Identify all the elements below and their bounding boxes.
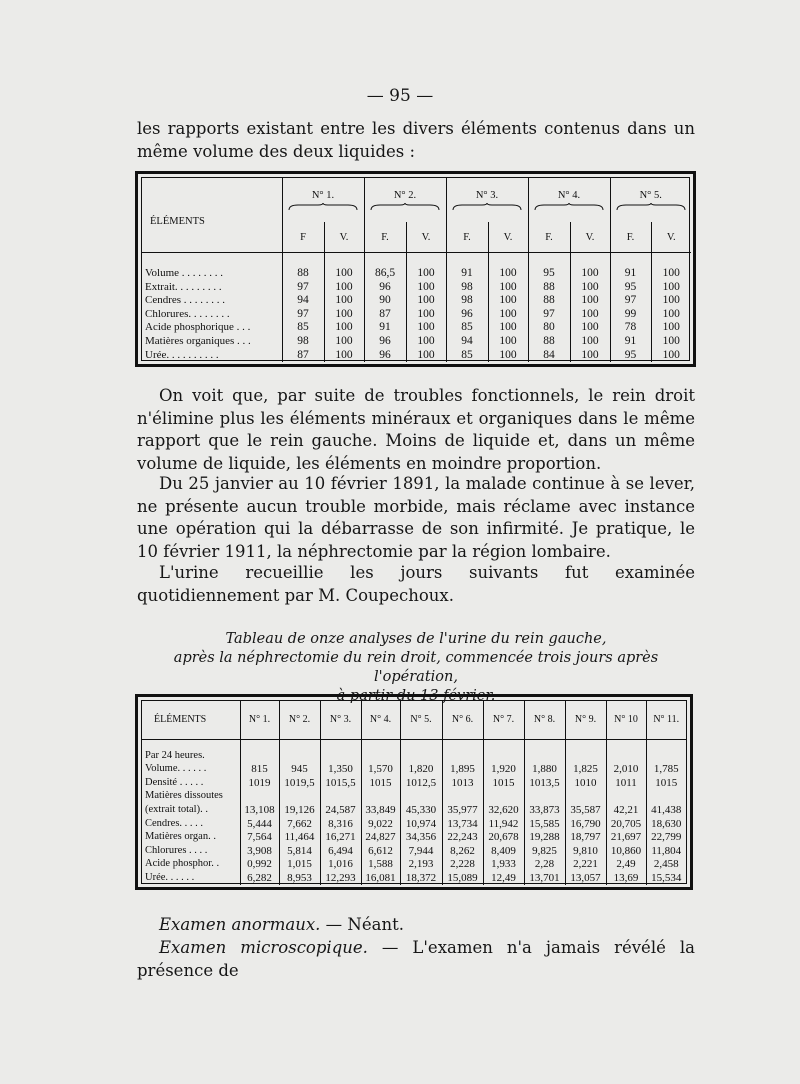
- intro-paragraph: les rapports existant entre les divers éléments contenus dans un même volume des deux liquides :: [137, 119, 695, 161]
- table1-row-label: Matières organiques . . .: [145, 334, 251, 347]
- exam-microscopic-text: — L'examen n'a jamais révélé la présence de: [137, 938, 695, 980]
- table1-cell: 88: [528, 281, 570, 295]
- table2-cell: 7,662: [279, 817, 320, 831]
- analyses-table-frame: [135, 694, 693, 890]
- table1-cell: 100: [324, 281, 364, 295]
- table2-cell: 18,372: [400, 871, 442, 885]
- table2-cell: 815: [240, 763, 279, 777]
- table1-cell: 100: [324, 308, 364, 322]
- table2-row-label: Densité . . . . .: [145, 776, 204, 788]
- table1-cell: 100: [324, 267, 364, 281]
- table2-row-label: Urée. . . . . .: [145, 872, 195, 884]
- table2-cell: 15,089: [442, 871, 483, 885]
- table2-cell: 42,21: [606, 803, 646, 817]
- table1-cell: 97: [528, 308, 570, 322]
- table1-cell: 97: [282, 308, 324, 322]
- table1-cell: 97: [610, 294, 651, 308]
- table2-cell: 16,081: [361, 871, 400, 885]
- table1-cell: 99: [610, 308, 651, 322]
- table2-cell: [524, 790, 565, 804]
- table2-row-label: Chlorures . . . .: [145, 844, 208, 856]
- table2-cell: 5,444: [240, 817, 279, 831]
- table1-cell: 88: [528, 335, 570, 349]
- table2-cell: 2,193: [400, 858, 442, 872]
- table2-row: [142, 858, 686, 872]
- table1-cell: 96: [364, 335, 406, 349]
- table1-cell: 91: [610, 335, 651, 349]
- table1-cell: 100: [651, 349, 691, 363]
- table2-cell: 24,587: [320, 803, 361, 817]
- table2-cell: 13,701: [524, 871, 565, 885]
- table1-cell: 100: [324, 321, 364, 335]
- table2-cell: 2,010: [606, 763, 646, 777]
- table1-cell: 95: [610, 349, 651, 363]
- table1-row: [142, 267, 691, 281]
- table2-cell: 15,534: [646, 871, 686, 885]
- table1-row: [142, 349, 691, 363]
- table1-row-label: Extrait. . . . . . . . .: [145, 280, 222, 293]
- table2-cell: 13,69: [606, 871, 646, 885]
- table2-cell: 19,126: [279, 803, 320, 817]
- paragraph-4: L'urine recueillie les jours suivants fut examinée quotidiennement par M. Coupechoux.: [137, 563, 695, 605]
- table2-column-header: N° 9.: [565, 701, 606, 739]
- table1-group-label: N° 3.: [475, 190, 499, 201]
- table1-group-label: N° 2.: [393, 190, 417, 201]
- table2-row: [142, 763, 686, 777]
- table1-cell: 100: [651, 267, 691, 281]
- table1-cell: 100: [488, 349, 528, 363]
- table2-cell: 10,860: [606, 844, 646, 858]
- table2-cell: 34,356: [400, 831, 442, 845]
- table1-cell: 94: [282, 294, 324, 308]
- table1-cell: 100: [570, 321, 610, 335]
- table2-cell: 1019: [240, 776, 279, 790]
- table1-cell: 91: [364, 321, 406, 335]
- table2-cell: 1,825: [565, 763, 606, 777]
- table1-cell: 94: [446, 335, 488, 349]
- table2-cell: 2,49: [606, 858, 646, 872]
- comparison-table-frame: [135, 171, 696, 367]
- table2-cell: 1015,5: [320, 776, 361, 790]
- table2-cell: [646, 790, 686, 804]
- table2-cell: 13,108: [240, 803, 279, 817]
- table2-cell: [361, 790, 400, 804]
- table1-cell: 100: [570, 267, 610, 281]
- table2-cell: 12,49: [483, 871, 524, 885]
- table1-row-label: Cendres . . . . . . . .: [145, 294, 226, 307]
- table2-cell: 19,288: [524, 831, 565, 845]
- table2-cell: 1019,5: [279, 776, 320, 790]
- table2-cell: 15,585: [524, 817, 565, 831]
- table2-cell: [483, 790, 524, 804]
- table2-cell: 41,438: [646, 803, 686, 817]
- table2-cell: [606, 790, 646, 804]
- table2-cell: 20,705: [606, 817, 646, 831]
- table1-cell: 87: [364, 308, 406, 322]
- table1-cell: 95: [610, 281, 651, 295]
- table2-column-header: N° 1.: [240, 701, 279, 739]
- brace-icon: [534, 203, 604, 211]
- table1-subheader: F: [282, 222, 324, 253]
- table1-cell: 95: [528, 267, 570, 281]
- table2-row-label: Acide phosphor. .: [145, 858, 220, 870]
- table1-row-label: Volume . . . . . . . .: [145, 267, 224, 279]
- table2-cell: 8,409: [483, 844, 524, 858]
- table1-subheader: V.: [570, 222, 610, 253]
- table2-cell: 1,933: [483, 858, 524, 872]
- table1-cell: 100: [406, 308, 446, 322]
- table1-cell: 78: [610, 321, 651, 335]
- table2-row: [142, 831, 686, 845]
- table2-row-label: Matières organ. .: [145, 831, 216, 843]
- table2-cell: 1012,5: [400, 776, 442, 790]
- table1-cell: 100: [488, 267, 528, 281]
- table2-column-header: N° 3.: [320, 701, 361, 739]
- table2-cell: 5,814: [279, 844, 320, 858]
- table1-cell: 86,5: [364, 267, 406, 281]
- page-number: — 95 —: [366, 86, 434, 106]
- table1-cell: 100: [570, 308, 610, 322]
- table1-cell: 90: [364, 294, 406, 308]
- table1-cell: 91: [446, 267, 488, 281]
- table1-cell: 100: [570, 281, 610, 295]
- table2-cell: 2,28: [524, 858, 565, 872]
- table2-cell: 0,992: [240, 858, 279, 872]
- table1-subheader: F.: [446, 222, 488, 253]
- table2-cell: 35,587: [565, 803, 606, 817]
- table1-cell: 100: [651, 294, 691, 308]
- table1-cell: 88: [282, 267, 324, 281]
- table2-cell: 21,697: [606, 831, 646, 845]
- table1-row: [142, 294, 691, 308]
- table2-cell: 24,827: [361, 831, 400, 845]
- table2-cell: 2,458: [646, 858, 686, 872]
- table1-cell: 100: [406, 335, 446, 349]
- table1-group-header: [528, 178, 610, 222]
- table1-cell: 100: [324, 335, 364, 349]
- brace-icon: [288, 203, 358, 211]
- table1-row: [142, 335, 691, 349]
- table2-cell: 10,974: [400, 817, 442, 831]
- table1-group-header: [610, 178, 691, 222]
- table1-cell: 100: [488, 308, 528, 322]
- table2-cell: 20,678: [483, 831, 524, 845]
- table1-row-label: Urée. . . . . . . . . .: [145, 348, 219, 361]
- table2-row-label: Volume. . . . . .: [145, 763, 207, 775]
- table2-cell: 1,570: [361, 763, 400, 777]
- table1-subheader: F.: [528, 222, 570, 253]
- table2-cell: 8,316: [320, 817, 361, 831]
- table2-cell: 1,016: [320, 858, 361, 872]
- exam-abnormal-text: — Néant.: [320, 915, 404, 934]
- table2-cell: 18,630: [646, 817, 686, 831]
- table1-cell: 87: [282, 349, 324, 363]
- table1-cell: 100: [651, 281, 691, 295]
- table2-column-header: N° 5.: [400, 701, 442, 739]
- table2-cell: 1,015: [279, 858, 320, 872]
- table2-cell: [240, 790, 279, 804]
- table1-cell: 97: [282, 281, 324, 295]
- table2-cell: 2,221: [565, 858, 606, 872]
- table2-cell: 45,330: [400, 803, 442, 817]
- table1-cell: 96: [364, 349, 406, 363]
- table2-cell: 1010: [565, 776, 606, 790]
- table1-group-label: N° 4.: [557, 190, 581, 201]
- table2-cell: [400, 790, 442, 804]
- exam-microscopic-line: [137, 937, 695, 982]
- table1-cell: 84: [528, 349, 570, 363]
- table1-cell: 88: [528, 294, 570, 308]
- table1-group-label: N° 1.: [311, 190, 335, 201]
- table1-cell: 100: [651, 321, 691, 335]
- table1-cell: 100: [324, 294, 364, 308]
- table1-cell: 100: [488, 281, 528, 295]
- table1-cell: 100: [488, 335, 528, 349]
- table1-row: [142, 308, 691, 322]
- table2-cell: 6,612: [361, 844, 400, 858]
- table1-subheader: V.: [488, 222, 528, 253]
- table2-cell: 1013,5: [524, 776, 565, 790]
- exam-abnormal-label: Examen anormaux.: [159, 915, 321, 934]
- table2-cell: 1,820: [400, 763, 442, 777]
- table1-cell: 91: [610, 267, 651, 281]
- table1-subheader: F.: [610, 222, 651, 253]
- table2-cell: 8,262: [442, 844, 483, 858]
- table2-column-header: N° 2.: [279, 701, 320, 739]
- table2-cell: 11,804: [646, 844, 686, 858]
- table2-cell: 8,953: [279, 871, 320, 885]
- exam-microscopic-label: Examen microscopique.: [159, 938, 368, 957]
- table2-column-header: N° 11.: [646, 701, 686, 739]
- exam-abnormal-line: [137, 914, 695, 937]
- table1-cell: 100: [488, 294, 528, 308]
- table1-cell: 96: [364, 281, 406, 295]
- table2-cell: 3,908: [240, 844, 279, 858]
- table2-cell: 16,790: [565, 817, 606, 831]
- caption-line-1: Tableau de onze analyses de l'urine du rein gauche,: [225, 631, 607, 647]
- table1-cell: 98: [282, 335, 324, 349]
- table2-row: [142, 776, 686, 790]
- table1-row-header: ÉLÉMENTS: [142, 178, 282, 253]
- table2-cell: 12,293: [320, 871, 361, 885]
- brace-icon: [370, 203, 440, 211]
- table2-cell: 11,942: [483, 817, 524, 831]
- table2-cell: 9,825: [524, 844, 565, 858]
- table2-row-label: Matières dissoutes: [145, 790, 223, 802]
- table2-cell: 1,895: [442, 763, 483, 777]
- table2-row: [142, 817, 686, 831]
- table1-cell: 100: [488, 321, 528, 335]
- table2-cell: 1015: [361, 776, 400, 790]
- table2-cell: 32,620: [483, 803, 524, 817]
- table2-row-label: (extrait total). .: [145, 804, 208, 816]
- brace-icon: [452, 203, 522, 211]
- table2-column-header: N° 8.: [524, 701, 565, 739]
- table2-cell: [442, 790, 483, 804]
- table1-cell: 100: [406, 349, 446, 363]
- paragraph-3: Du 25 janvier au 10 février 1891, la malade continue à se lever, ne présente aucun trouble morbide, mais réclame avec instance une opération qui la débarrasse de son infirmité. Je pratique, le 10 février 1911, la néphrectomie par la région lombaire.: [137, 474, 695, 561]
- table2-cell: 11,464: [279, 831, 320, 845]
- table1-cell: 100: [406, 294, 446, 308]
- table2-row: [142, 871, 686, 885]
- table2-cell: 6,282: [240, 871, 279, 885]
- table1-subheader: V.: [406, 222, 446, 253]
- table2-cell: 1015: [483, 776, 524, 790]
- table1-group-header: [364, 178, 446, 222]
- table1-cell: 100: [570, 294, 610, 308]
- table1-cell: 98: [446, 281, 488, 295]
- table2-cell: 16,271: [320, 831, 361, 845]
- table1-subheader: V.: [324, 222, 364, 253]
- table2-column-header: N° 10: [606, 701, 646, 739]
- table2-row: [142, 790, 686, 804]
- table2-cell: 2,228: [442, 858, 483, 872]
- table2-cell: 7,564: [240, 831, 279, 845]
- table2-cell: 1,920: [483, 763, 524, 777]
- table1-cell: 96: [446, 308, 488, 322]
- table1-row-label: Chlorures. . . . . . . .: [145, 307, 230, 320]
- table2-row: [142, 803, 686, 817]
- table2-cell: 1015: [646, 776, 686, 790]
- table1-group-header: [446, 178, 528, 222]
- table1-cell: 85: [446, 349, 488, 363]
- table1-cell: 85: [446, 321, 488, 335]
- table2-cell: [279, 790, 320, 804]
- table2-cell: 1,785: [646, 763, 686, 777]
- caption-line-3: à partir du 13 février.: [336, 688, 496, 704]
- table1-row-label: Acide phosphorique . . .: [145, 321, 251, 334]
- table2-cell: 7,944: [400, 844, 442, 858]
- table2-cell: 13,057: [565, 871, 606, 885]
- table2-row: [142, 844, 686, 858]
- table2-cell: 1,880: [524, 763, 565, 777]
- table1-row: [142, 281, 691, 295]
- table2-row-label: Cendres. . . . .: [145, 817, 204, 829]
- table1-cell: 100: [570, 335, 610, 349]
- table2-cell: 1011: [606, 776, 646, 790]
- table2-column-header: N° 7.: [483, 701, 524, 739]
- analyses-table: [142, 701, 686, 885]
- table2-column-header: N° 6.: [442, 701, 483, 739]
- table2-cell: 22,243: [442, 831, 483, 845]
- table1-cell: 100: [406, 267, 446, 281]
- table2-cell: 9,810: [565, 844, 606, 858]
- table1-subheader: V.: [651, 222, 691, 253]
- table2-cell: 9,022: [361, 817, 400, 831]
- table2-row-header: ÉLÉMENTS: [142, 701, 240, 739]
- table1-cell: 100: [651, 308, 691, 322]
- table1-cell: 85: [282, 321, 324, 335]
- table2-cell: 1,588: [361, 858, 400, 872]
- paragraph-2: On voit que, par suite de troubles fonctionnels, le rein droit n'élimine plus les éléments minéraux et organiques dans le même rapport que le rein gauche. Moins de liquide et, dans un même volume de liquide, les éléments en moindre proportion.: [137, 386, 695, 473]
- brace-icon: [616, 203, 686, 211]
- table2-cell: 35,977: [442, 803, 483, 817]
- table2-cell: 13,734: [442, 817, 483, 831]
- table2-cell: 33,873: [524, 803, 565, 817]
- table1-cell: 98: [446, 294, 488, 308]
- table2-section-label: Par 24 heures.: [145, 749, 205, 761]
- table1-group-header: [282, 178, 364, 222]
- table2-cell: 945: [279, 763, 320, 777]
- table2-column-header: N° 4.: [361, 701, 400, 739]
- table1-cell: 100: [406, 281, 446, 295]
- table1-cell: 80: [528, 321, 570, 335]
- table1-row: [142, 321, 691, 335]
- table1-group-label: N° 5.: [639, 190, 662, 201]
- table1-cell: 100: [651, 335, 691, 349]
- table2-cell: [565, 790, 606, 804]
- table2-cell: 1013: [442, 776, 483, 790]
- table2-cell: 6,494: [320, 844, 361, 858]
- table1-cell: 100: [324, 349, 364, 363]
- caption-line-2: après la néphrectomie du rein droit, commencée trois jours après l'opération,: [173, 650, 659, 685]
- table2-cell: 33,849: [361, 803, 400, 817]
- table2-cell: 22,799: [646, 831, 686, 845]
- table1-subheader: F.: [364, 222, 406, 253]
- table2-cell: [320, 790, 361, 804]
- table1-cell: 100: [406, 321, 446, 335]
- comparison-table: [142, 178, 691, 362]
- table2-cell: 18,797: [565, 831, 606, 845]
- table2-cell: 1,350: [320, 763, 361, 777]
- table1-cell: 100: [570, 349, 610, 363]
